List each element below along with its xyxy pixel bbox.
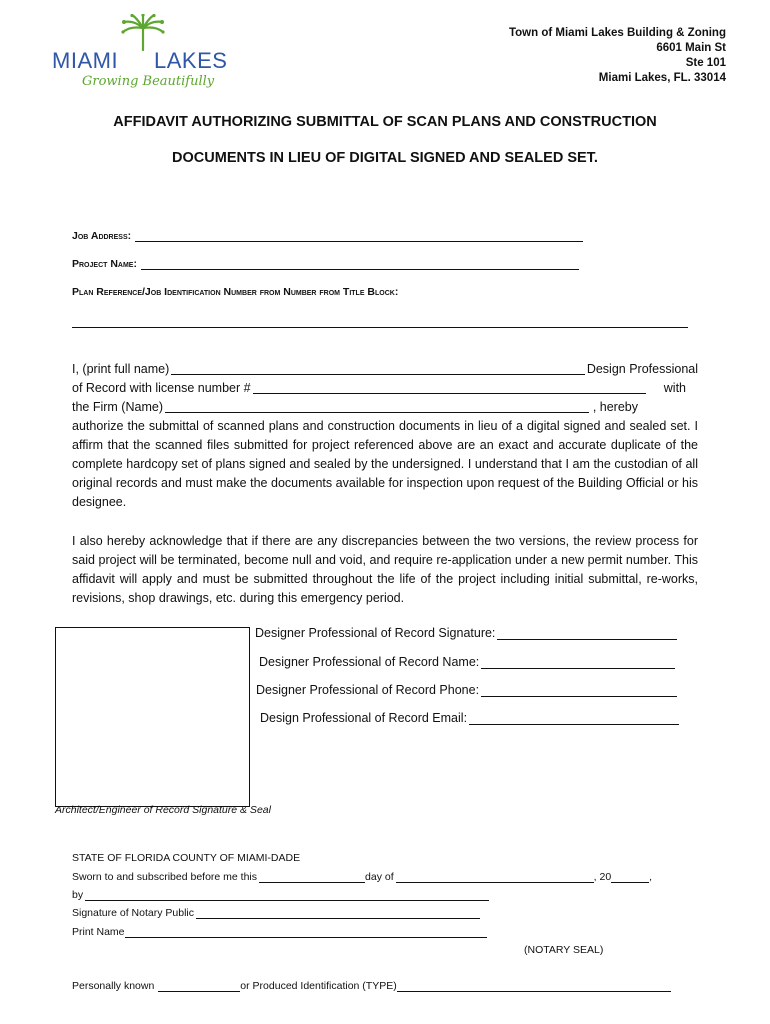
- notary-signature-line: [72, 907, 480, 919]
- plan-reference-line[interactable]: [72, 327, 688, 328]
- notary-by-line: [72, 889, 489, 901]
- firm-name-line[interactable]: [165, 398, 589, 413]
- designer-email-label: Design Professional of Record Email:: [260, 711, 468, 725]
- personally-known-field[interactable]: [158, 980, 240, 992]
- notary-state-county: [72, 852, 300, 864]
- identification-type-field[interactable]: [397, 980, 671, 992]
- project-name-line[interactable]: [141, 257, 579, 270]
- document-title-line-1: AFFIDAVIT AUTHORIZING SUBMITTAL OF SCAN PLANS AND CONSTRUCTION: [113, 114, 657, 130]
- license-number-label: of Record with license number #: [72, 381, 251, 395]
- designer-phone-field: [256, 683, 677, 697]
- sworn-day-line[interactable]: [259, 871, 365, 883]
- print-name-notary-label: Print Name: [72, 926, 125, 938]
- sworn-month-line[interactable]: [396, 871, 594, 883]
- designer-signature-line[interactable]: [497, 626, 677, 640]
- document-title-line-2: DOCUMENTS IN LIEU OF DIGITAL SIGNED AND SEALED SET.: [172, 150, 598, 166]
- personally-known-label: Personally known: [72, 980, 155, 992]
- office-suite: Ste 101: [685, 57, 726, 69]
- affidavit-line-license: [72, 379, 698, 398]
- affidavit-paragraph: [72, 360, 698, 512]
- affidavit-line-firm: [72, 398, 698, 417]
- logo-word-lakes: LAKES: [154, 48, 228, 73]
- firm-name-label: the Firm (Name): [72, 400, 163, 414]
- designer-signature-field: [255, 626, 677, 640]
- office-street: 6601 Main St: [656, 42, 726, 54]
- notary-seal-label: (NOTARY SEAL): [524, 944, 604, 956]
- logo-word-miami: MIAMI: [52, 48, 119, 73]
- identification-line: [72, 980, 671, 992]
- print-name-line[interactable]: [171, 360, 585, 375]
- job-address-line[interactable]: [135, 229, 583, 242]
- notary-sworn-line: Sworn to and subscribed before me this day of , 20 ,: [72, 871, 653, 883]
- hereby-label: , hereby: [592, 400, 638, 414]
- designer-name-line[interactable]: [481, 655, 675, 669]
- job-address-label: Job Address:: [72, 230, 132, 242]
- office-address: [509, 26, 726, 86]
- office-city: Miami Lakes, FL. 33014: [598, 72, 726, 84]
- designer-email-line[interactable]: [469, 711, 679, 725]
- seal-caption: Architect/Engineer of Record Signature & Seal: [55, 804, 271, 816]
- design-professional-label: Design Professional: [586, 362, 698, 376]
- with-label: with: [663, 381, 686, 395]
- notary-signature-label: Signature of Notary Public: [72, 907, 194, 919]
- acknowledgment-paragraph: I also hereby acknowledge that if there are any discrepancies between the two versions, the review process for said project will be terminated, become null and void, and require re-application under a new permit number. This affidavit will apply and must be submitted throughout the life of the project including initial submittal, re-works, revisions, shop drawings, etc. during this emergency period.: [72, 534, 698, 605]
- notary-signature-field[interactable]: [196, 907, 480, 919]
- project-name-field: [72, 257, 579, 270]
- affidavit-line-name: [72, 360, 698, 379]
- logo-tagline: Growing Beautifully: [82, 74, 215, 89]
- produced-id-label: or Produced Identification (TYPE): [240, 980, 397, 992]
- designer-phone-line[interactable]: [481, 683, 677, 697]
- by-name-line[interactable]: [85, 889, 489, 901]
- sworn-label: Sworn to and subscribed before me this: [72, 871, 258, 883]
- by-label: by: [72, 889, 84, 901]
- plan-reference-field: [72, 286, 398, 298]
- miami-lakes-logo: [48, 14, 238, 94]
- designer-email-field: [260, 711, 679, 725]
- signature-seal-box[interactable]: [55, 627, 250, 807]
- day-of-label: day of: [365, 871, 394, 883]
- designer-name-field: [259, 655, 675, 669]
- affidavit-body: authorize the submittal of scanned plans and construction documents in lieu of a digital signed and sealed set. I affirm that the scanned files submitted for project referenced above are an exact and accurate duplicate of the complete hardcopy set of plans signed and sealed by the undersigned. I understand that I am the custodian of all original records and must make the documents available for inspection upon request of the Building Official or his designee.: [72, 419, 698, 509]
- designer-signature-label: Designer Professional of Record Signature:: [255, 626, 496, 640]
- designer-phone-label: Designer Professional of Record Phone:: [256, 683, 480, 697]
- license-number-line[interactable]: [253, 379, 646, 394]
- sworn-year-line[interactable]: [611, 871, 649, 883]
- print-name-label: I, (print full name): [72, 362, 170, 376]
- state-county-label: STATE OF FLORIDA COUNTY OF MIAMI-DADE: [72, 852, 301, 864]
- notary-print-name-field[interactable]: [125, 926, 487, 938]
- project-name-label: Project Name:: [72, 258, 137, 270]
- office-name: Town of Miami Lakes Building & Zoning: [508, 27, 726, 39]
- notary-print-name-line: [72, 926, 487, 938]
- designer-name-label: Designer Professional of Record Name:: [259, 655, 480, 669]
- year-prefix-label: , 20: [593, 871, 612, 883]
- job-address-field: [72, 229, 583, 242]
- plan-reference-label: Plan Reference/Job Identification Number from Number from Title Block:: [72, 286, 399, 298]
